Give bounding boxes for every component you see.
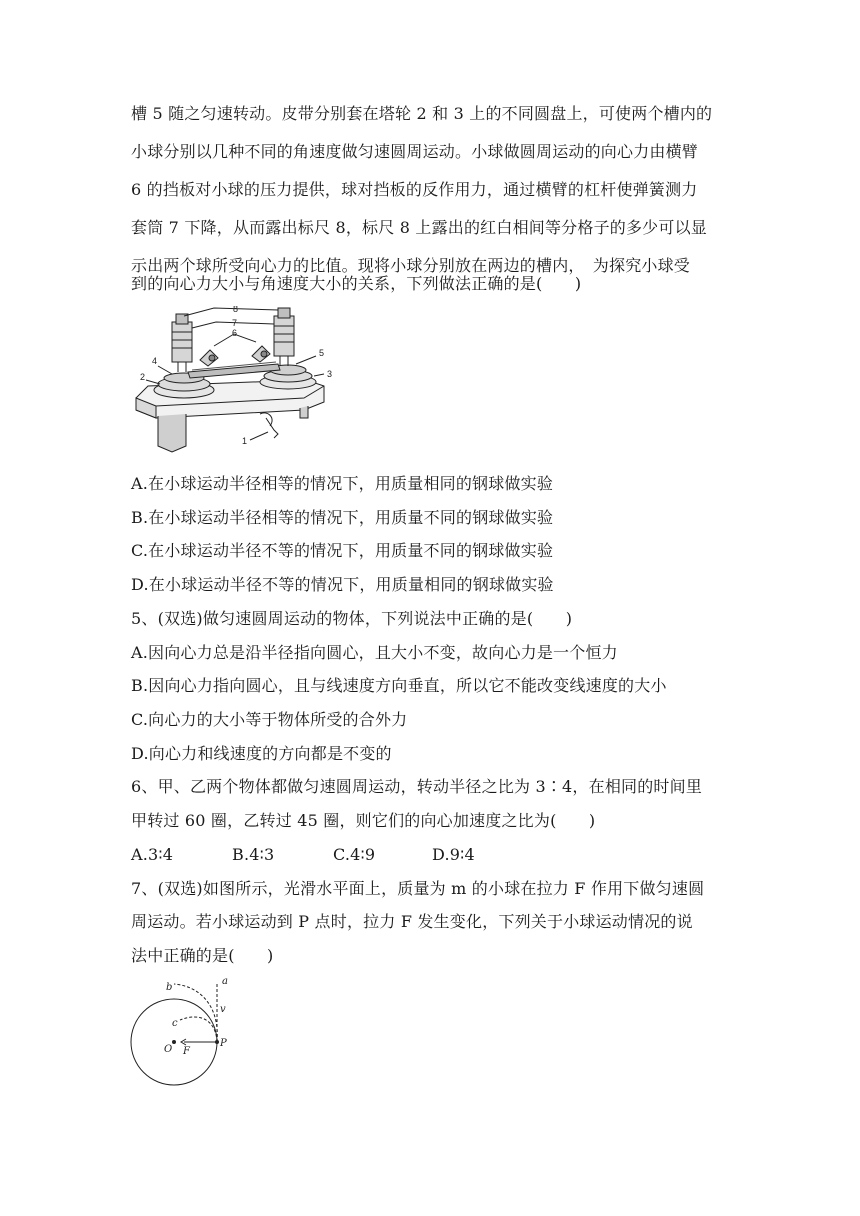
q4-option-a: A.在小球运动半径相等的情况下，用质量相同的钢球做实验	[131, 474, 554, 493]
q6-option-a: A.3∶4	[131, 845, 174, 864]
q5-option-b: B.因向心力指向圆心，且与线速度方向垂直，所以它不能改变线速度的大小	[131, 676, 667, 695]
figure1-label-4: 4	[152, 356, 158, 366]
q4-option-c: C.在小球运动半径不等的情况下，用质量不同的钢球做实验	[131, 541, 554, 560]
intro-line: 示出两个球所受向心力的比值。现将小球分别放在两边的槽内， 为探究小球受	[131, 256, 691, 275]
q7-stem-line: 法中正确的是( )	[131, 946, 274, 965]
figure2-label-v: v	[220, 1004, 226, 1015]
q4-option-b: B.在小球运动半径相等的情况下，用质量不同的钢球做实验	[131, 508, 554, 527]
q5-stem: 5、(双选)做匀速圆周运动的物体，下列说法中正确的是( )	[131, 609, 573, 628]
intro-line: 6 的挡板对小球的压力提供，球对挡板的反作用力，通过横臂的杠杆使弹簧测力	[131, 180, 698, 199]
q7-stem-line: 7、(双选)如图所示，光滑水平面上，质量为 m 的小球在拉力 F 作用下做匀速圆	[131, 879, 705, 898]
centripetal-apparatus-figure	[128, 306, 340, 458]
q6-option-b: B.4∶3	[232, 845, 275, 864]
intro-line: 套筒 7 下降，从而露出标尺 8，标尺 8 上露出的红白相间等分格子的多少可以显	[131, 218, 707, 237]
intro-line: 到的向心力大小与角速度大小的关系，下列做法正确的是( )	[131, 274, 582, 293]
circular-motion-figure	[128, 976, 240, 1088]
q5-option-c: C.向心力的大小等于物体所受的合外力	[131, 710, 408, 729]
figure2-label-a: a	[222, 976, 228, 987]
q6-option-d: D.9∶4	[432, 845, 475, 864]
q5-option-a: A.因向心力总是沿半径指向圆心，且大小不变，故向心力是一个恒力	[131, 643, 618, 662]
q5-option-d: D.向心力和线速度的方向都是不变的	[131, 744, 392, 763]
figure1-label-2: 2	[140, 372, 146, 382]
figure2-label-P: P	[220, 1038, 227, 1049]
figure1-label-8: 8	[233, 306, 239, 314]
figure2-label-O: O	[164, 1044, 173, 1055]
q7-stem-line: 周运动。若小球运动到 P 点时，拉力 F 发生变化，下列关于小球运动情况的说	[131, 912, 693, 931]
figure1-label-7: 7	[232, 318, 238, 328]
intro-line: 槽 5 随之匀速转动。皮带分别套在塔轮 2 和 3 上的不同圆盘上，可使两个槽内的	[131, 104, 713, 123]
figure2-label-F: F	[183, 1046, 190, 1057]
figure1-label-6: 6	[232, 328, 238, 338]
q6-option-c: C.4∶9	[333, 845, 376, 864]
q6-stem-line: 6、甲、乙两个物体都做匀速圆周运动，转动半径之比为 3∶4，在相同的时间里	[131, 777, 703, 796]
figure1-label-5: 5	[319, 348, 325, 358]
figure2-label-b: b	[166, 982, 173, 993]
figure1-label-3: 3	[327, 369, 333, 379]
q6-options	[131, 845, 475, 865]
intro-line: 小球分别以几种不同的角速度做匀速圆周运动。小球做圆周运动的向心力由横臂	[131, 142, 699, 161]
figure2-label-c: c	[172, 1018, 178, 1029]
q6-stem-line: 甲转过 60 圈，乙转过 45 圈，则它们的向心加速度之比为( )	[131, 811, 596, 830]
figure1-label-1: 1	[242, 436, 248, 446]
q4-option-d: D.在小球运动半径不等的情况下，用质量相同的钢球做实验	[131, 575, 554, 594]
